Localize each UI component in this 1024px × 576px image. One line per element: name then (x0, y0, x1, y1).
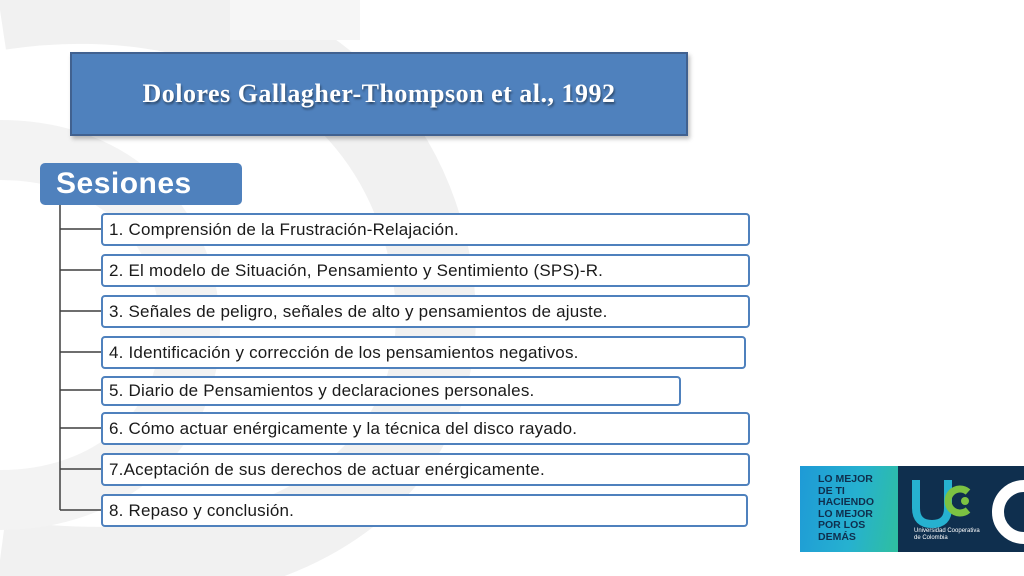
session-item-2: 2. El modelo de Situación, Pensamiento y Sentimiento (SPS)-R. (101, 254, 750, 287)
session-item-8: 8. Repaso y conclusión. (101, 494, 748, 527)
university-logo (800, 466, 1024, 552)
session-item-5: 5. Diario de Pensamientos y declaraciones personales. (101, 376, 681, 406)
sessions-label: Sesiones (56, 167, 192, 200)
session-item-6: 6. Cómo actuar enérgicamente y la técnica del disco rayado. (101, 412, 750, 445)
session-item-7: 7.Aceptación de sus derechos de actuar enérgicamente. (101, 453, 750, 486)
session-item-1: 1. Comprensión de la Frustración-Relajación. (101, 213, 750, 246)
sessions-header (40, 163, 242, 205)
university-name: Universidad Cooperativa de Colombia (914, 528, 980, 541)
logo-slogan: LO MEJOR DE TI HACIENDO LO MEJOR POR LOS DEMÁS (818, 473, 875, 543)
session-item-3: 3. Señales de peligro, señales de alto y pensamientos de ajuste. (101, 295, 750, 328)
session-item-4: 4. Identificación y corrección de los pensamientos negativos. (101, 336, 746, 369)
slide-title: Dolores Gallagher-Thompson et al., 1992 (142, 79, 616, 108)
